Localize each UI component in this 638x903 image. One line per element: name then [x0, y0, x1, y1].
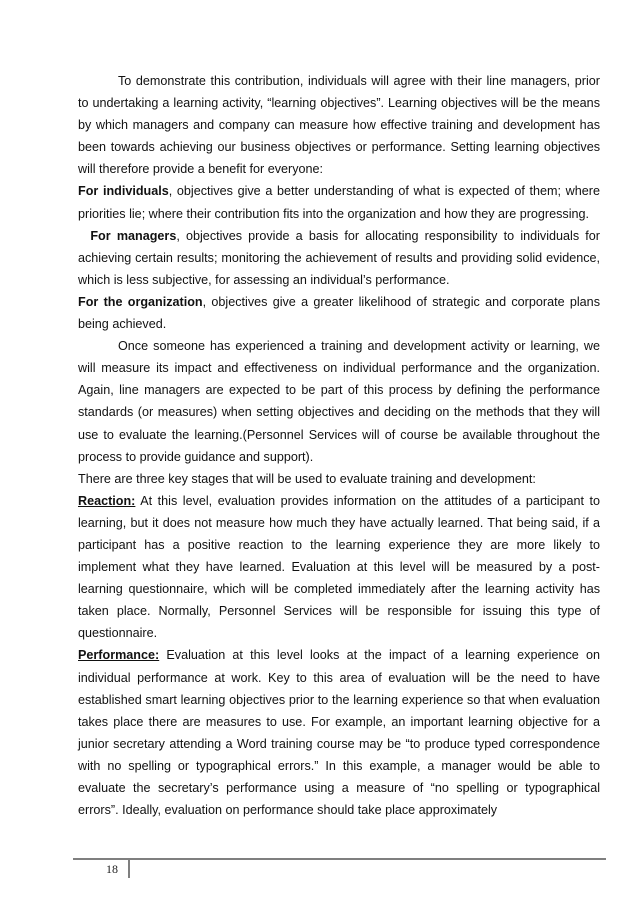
paragraph-evaluation: Once someone has experienced a training and development activity or learning, we will measure its impact and effectiveness on individual performance and the organization. Again, line managers are expected to be part of this process by defining the performance standards (or measures) when setting objectives and deciding on the methods that they will use to evaluate the learning.(Personnel Services will of course be available throughout the process to provide guidance and support). [78, 339, 600, 464]
label-performance: Performance: [78, 648, 160, 663]
text-individuals: , objectives give a better understanding of what is expected of them; where priorities lie; where their contribution fits into the organization and how they are progressing. [78, 184, 600, 221]
paragraph-intro: To demonstrate this contribution, individuals will agree with their line managers, prior to undertaking a learning activity, “learning objectives”. Learning objectives will be the means by which managers and company can measure how effective training and development has been towards achieving our business objectives or performance. Setting learning objectives will therefore provide a benefit for everyone: [78, 74, 600, 177]
label-reaction: Reaction: [78, 493, 136, 508]
paragraph-reaction [78, 490, 600, 645]
paragraph-individuals [78, 180, 600, 224]
label-managers: For managers [90, 228, 177, 243]
text-managers: , objectives provide a basis for allocating responsibility to individuals for achieving certain results; monitoring the achievement of results and providing solid evidence, which is less subjective, for assessing an individual’s performance. [78, 228, 601, 287]
paragraph-organization [78, 291, 600, 335]
footer-vertical-divider [128, 858, 130, 878]
text-reaction: At this level, evaluation provides information on the attitudes of a participant to learning, but it does not measure how much they have actually learned. That being said, if a participant has a positive reaction to the learning experience they are more likely to implement what they have learned. Evaluation at this level will be measured by a post-learning questionnaire, which will be completed immediately after the learning activity has taken place. Normally, Personnel Services will be responsible for issuing this type of questionnaire. [78, 493, 600, 641]
text-organization: , objectives give a greater likelihood of strategic and corporate plans being achieved. [78, 294, 600, 332]
label-organization: For the organization [78, 294, 203, 309]
body-text [78, 70, 600, 821]
paragraph-performance [78, 644, 600, 821]
text-performance: Evaluation at this level looks at the impact of a learning experience on individual performance at work. Key to this area of evaluation will be the need to have established smart learning objectives prior to the learning experience so that when evaluation takes place there are measures to use. For example, an important learning objective for a junior secretary attending a Word training course may be “to produce typed correspondence with no spelling or typographical errors.” In this example, a manager would be able to evaluate the secretary’s performance using a measure of “no spelling or typographical errors”. Ideally, evaluation on performance should take place approximately [78, 648, 600, 818]
label-individuals: For individuals [78, 184, 169, 199]
page-number: 18 [106, 862, 118, 876]
paragraph-stages: There are three key stages that will be used to evaluate training and development: [78, 471, 536, 486]
footer-divider [73, 858, 606, 860]
paragraph-managers [78, 225, 600, 291]
